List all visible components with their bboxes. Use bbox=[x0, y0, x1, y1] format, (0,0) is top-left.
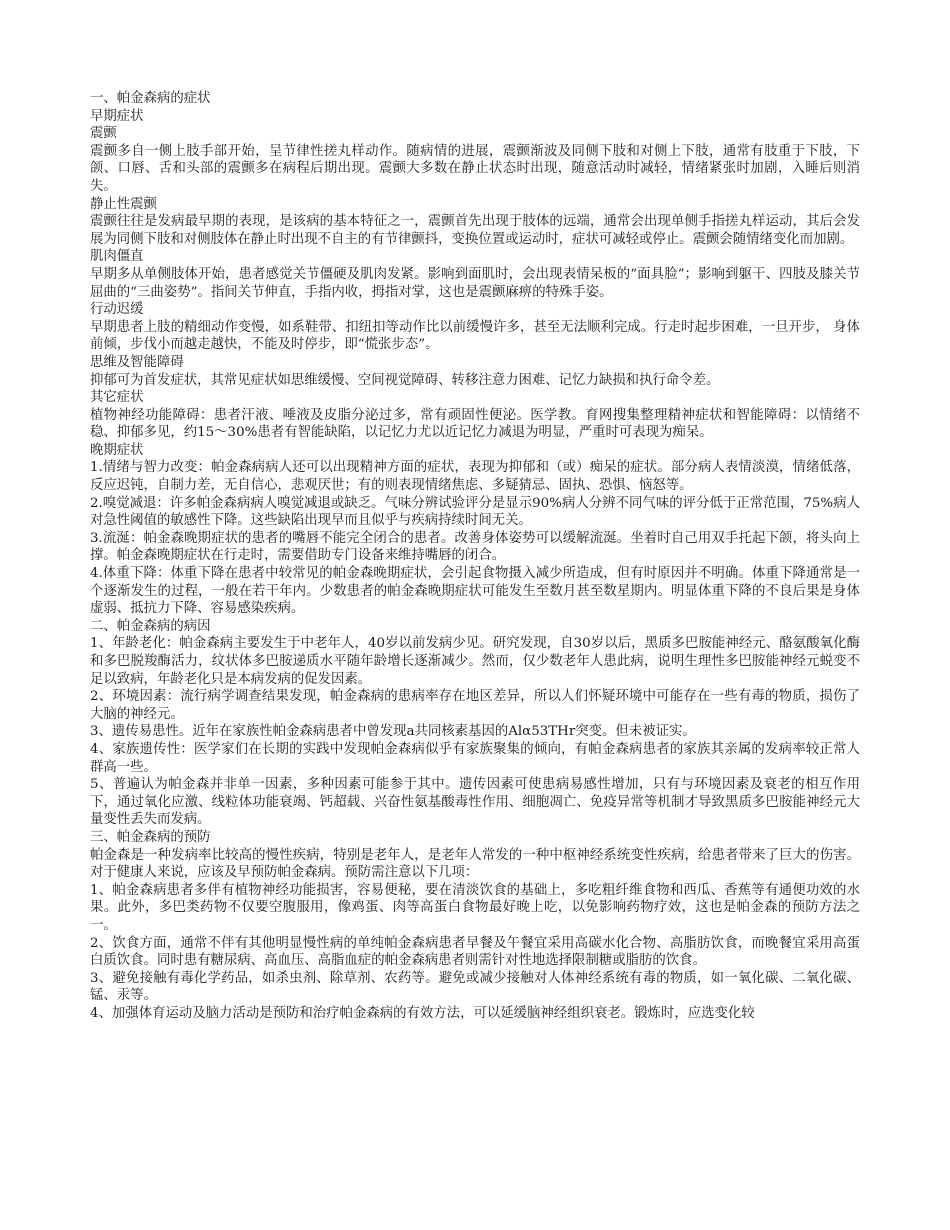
paragraph: 1、帕金森病患者多伴有植物神经功能损害，容易便秘，要在清淡饮食的基础上，多吃粗纤维食物和西瓜、香蕉等有通便功效的水果。此外，多巴类药物不仅要空腹服用，像鸡蛋、肉等高蛋白食物最好晚上吃，以免影响药物疗效，这也是帕金森的预防方法之一。 bbox=[90, 882, 860, 933]
paragraph: 早期患者上肢的精细动作变慢，如系鞋带、扣纽扣等动作比以前缓慢许多，甚至无法顺利完成。行走时起步困难，一旦开步， 身体前倾，步伐小而越走越快，不能及时停步，即“慌张步态”。 bbox=[90, 319, 860, 353]
paragraph: 4、加强体育运动及脑力活动是预防和治疗帕金森病的有效方法，可以延缓脑神经组织衰老。锻炼时，应选变化较 bbox=[90, 1005, 755, 1021]
paragraph: 3、避免接触有毒化学药品，如杀虫剂、除草剂、农药等。避免或减少接触对人体神经系统有毒的物质，如一氧化碳、二氧化碳、锰、汞等。 bbox=[90, 970, 860, 1004]
section-heading: 晚期症状 bbox=[90, 442, 144, 458]
paragraph: 1.情绪与智力改变：帕金森病病人还可以出现精神方面的症状，表现为抑郁和（或）痴呆的症状。部分病人表情淡漠，情绪低落，反应迟钝，自制力差，无自信心，悲观厌世；有的则表现情绪焦虑、多疑猜忌、固执、恐惧、恼怒等。 bbox=[90, 460, 860, 494]
paragraph: 震颤往往是发病最早期的表现，是该病的基本特征之一，震颤首先出现于肢体的远端，通常会出现单侧手指搓丸样运动，其后会发展为同侧下肢和对侧肢体在静止时出现不自主的有节律颤抖，变换位置或运动时，症状可减轻或停止。震颤会随情绪变化而加剧。 bbox=[90, 214, 860, 247]
paragraph: 3、遗传易患性。近年在家族性帕金森病患者中曾发现a共同核素基因的Alα53THr突变。但未被证实。 bbox=[90, 724, 696, 740]
paragraph: 2.嗅觉减退：许多帕金森病病人嗅觉减退或缺乏。气味分辨试验评分是显示90%病人分辨不同气味的评分低于正常范围，75%病人对急性阈值的敏感性下降。这些缺陷出现早而且似乎与疾病持续时间无关。 bbox=[90, 495, 860, 529]
paragraph: 植物神经功能障碍：患者汗液、唾液及皮脂分泌过多，常有顽固性便泌。医学教。育网搜集整理精神症状和智能障碍：以情绪不稳、抑郁多见，约15～30%患者有智能缺陷，以记忆力尤以近记忆力减退为明显，严重时可表现为痴呆。 bbox=[90, 407, 860, 441]
paragraph: 2、环境因素：流行病学调查结果发现，帕金森病的患病率存在地区差异，所以人们怀疑环境中可能存在一些有毒的物质，损伤了大脑的神经元。 bbox=[90, 689, 860, 722]
section-heading: 三、帕金森病的预防 bbox=[90, 829, 211, 845]
section-heading: 早期症状 bbox=[90, 108, 144, 124]
paragraph: 2、饮食方面，通常不伴有其他明显慢性病的单纯帕金森病患者早餐及午餐宜采用高碳水化合物、高脂肪饮食，而晚餐宜采用高蛋白质饮食。同时患有糖尿病、高血压、高脂血症的帕金森病患者则需针对性地选择限制糖或脂肪的饮食。 bbox=[90, 935, 860, 969]
section-heading: 二、帕金森病的病因 bbox=[90, 618, 211, 634]
paragraph: 抑郁可为首发症状，其常见症状如思维缓慢、空间视觉障碍、转移注意力困难、记忆力缺损和执行命令差。 bbox=[90, 372, 720, 388]
paragraph: 5、普遍认为帕金森并非单一因素，多种因素可能参于其中。遗传因素可使患病易感性增加，只有与环境因素及衰老的相互作用下，通过氧化应激、线粒体功能衰竭、钙超载、兴奋性氨基酸毒性作用、细胞凋亡、免疫异常等机制才导致黑质多巴胺能神经元大量变性丢失而发病。 bbox=[90, 777, 860, 828]
paragraph: 4.体重下降：体重下降在患者中较常见的帕金森晚期症状，会引起食物摄入减少所造成，但有时原因并不明确。体重下降通常是一个逐渐发生的过程，一般在若干年内。少数患者的帕金森晚期症状可能发生至数月甚至数星期内。明显体重下降的不良后果是身体虚弱、抵抗力下降、容易感染疾病。 bbox=[90, 566, 860, 617]
document-body bbox=[90, 90, 860, 1022]
paragraph: 震颤多自一侧上肢手部开始，呈节律性搓丸样动作。随病情的进展，震颤渐波及同侧下肢和对侧上下肢，通常有肢重于下肢，下颌、口唇、舌和头部的震颤多在病程后期出现。震颤大多数在静止状态时出现，随意活动时减轻，情绪紧张时加剧，入睡后则消失。 bbox=[90, 143, 860, 194]
paragraph: 早期多从单侧肢体开始，患者感觉关节僵硬及肌肉发紧。影响到面肌时，会出现表情呆板的“面具脸”；影响到躯干、四肢及膝关节屈曲的“三曲姿势”。指间关节伸直，手指内收，拇指对掌，这也是震颤麻痹的特殊手姿。 bbox=[90, 266, 860, 300]
section-heading: 静止性震颤 bbox=[90, 196, 157, 212]
paragraph: 3.流涎：帕金森晚期症状的患者的嘴唇不能完全闭合的患者。改善身体姿势可以缓解流涎。坐着时自己用双手托起下颌，将头向上撑。帕金森晚期症状在行走时，需要借助专门设备来维持嘴唇的闭合。 bbox=[90, 530, 860, 564]
section-heading: 思维及智能障碍 bbox=[90, 354, 184, 370]
section-heading: 其它症状 bbox=[90, 390, 144, 406]
section-heading: 震颤 bbox=[90, 126, 117, 142]
paragraph: 帕金森是一种发病率比较高的慢性疾病，特别是老年人，是老年人常发的一种中枢神经系统变性疾病，给患者带来了巨大的伤害。对于健康人来说，应该及早预防帕金森病。预防需注意以下几项： bbox=[90, 847, 860, 881]
paragraph: 1、年龄老化：帕金森病主要发生于中老年人，40岁以前发病少见。研究发现，自30岁以后，黑质多巴胺能神经元、酪氨酸氧化酶和多巴脱羧酶活力，纹状体多巴胺递质水平随年龄增长逐渐减少。然而，仅少数老年人患此病，说明生理性多巴胺能神经元蜕变不足以致病，年龄老化只是本病发病的促发因素。 bbox=[90, 636, 860, 687]
section-heading: 行动迟缓 bbox=[90, 302, 144, 318]
section-heading: 一、帕金森病的症状 bbox=[90, 91, 211, 106]
section-heading: 肌肉僵直 bbox=[90, 249, 144, 265]
paragraph: 4、家族遗传性：医学家们在长期的实践中发现帕金森病似乎有家族聚集的倾向，有帕金森病患者的家族其亲属的发病率较正常人群高一些。 bbox=[90, 741, 860, 775]
